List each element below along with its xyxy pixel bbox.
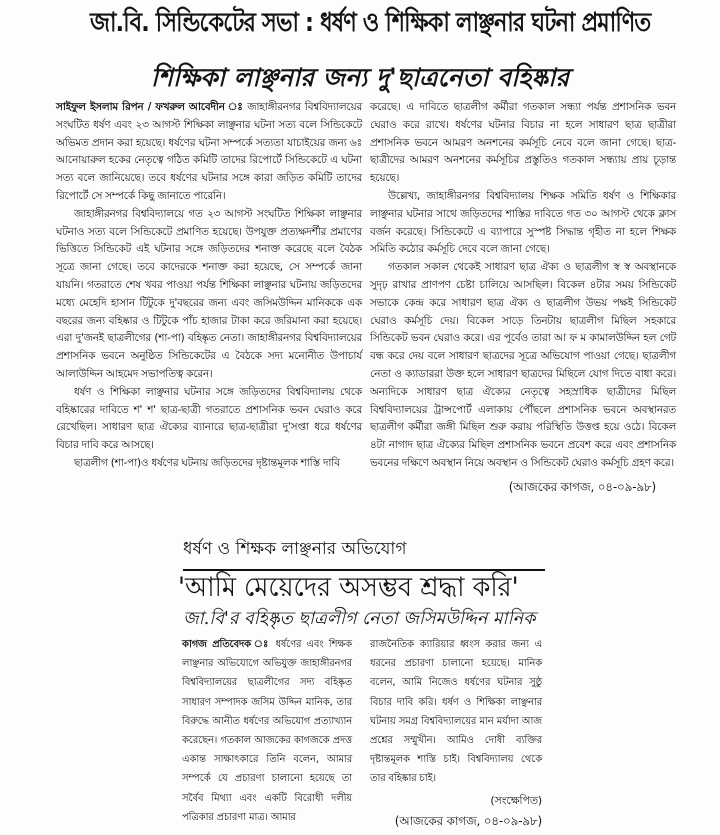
article1-paragraph: ধর্ষণ ও শিক্ষিকা লাঞ্ছনার ঘটনার সঙ্গে জড়িতদের বিশ্ববিদ্যালয় থেকে বহিষ্কারের দাবিতে শ' শ' ছাত্র-ছাত্রী গতরাতে প্রশাসনিক ভবন ঘেরাও করে রেখেছিল। সাধারণ ছাত্র ঐক্যের ব্যানারে ছাত্র-ছাত্রীরা দু'সপ্তা ধরে ধর্ষণের বিচার দাবি করে আসছে। (56, 385, 362, 452)
article1-left-column (56, 99, 362, 473)
article2-left-column (182, 635, 352, 827)
article1-source-credit: (আজকের কাগজ, ০৪-০৯-৯৮) (508, 479, 656, 494)
article1-subheadline: শিক্ষিকা লাঞ্ছনার জন্য দু'ছাত্রনেতা বহিষ্কার (150, 63, 570, 92)
article1-paragraph (56, 99, 362, 206)
article2-paragraph-text: ধর্ষণের এবং শিক্ষক লাঞ্ছনার অভিযোগে অভিযুক্ত জাহাঙ্গীরনগর বিশ্ববিদ্যালয়ের ছাত্রলীগের সদ্য বহিষ্কৃত সাধারণ সম্পাদক জসিম উদ্দিন মানিক, তার বিরুদ্ধে আনীত ধর্ষণের অভিযোগ প্রত্যাখ্যান করেছেন। গতকাল আজকের কাগজকে প্রদত্ত একান্ত সাক্ষাৎকারে তিনি বলেন, আমার সম্পর্কে যে প্রচারণা চালানো হয়েছে তা সর্বৈব মিথ্যা এবং একটি বিরোধী দলীয় পত্রিকার প্রচারণা মাত্র। আমার (182, 639, 352, 823)
article1-paragraph: করেছে। এ দাবিতে ছাত্রলীগ কর্মীরা গতকাল সন্ধ্যা পর্যন্ত প্রশাসনিক ভবন ঘেরাও করে রাখে। ধর্ষণের ঘটনার বিচার না হলে সাধারণ ছাত্র ছাত্রীরা প্রশাসনিক ভবনে আমরণ অনশনের কর্মসূচি নেবে বলে জানা গেছে। ছাত্র-ছাত্রীদের আমরণ অনশনের কর্মসূচির প্রস্তুতিও গতকাল সন্ধ্যায় প্রায় চূড়ান্ত হয়েছে। (370, 101, 676, 185)
article2-byline: কাগজ প্রতিবেদক ঃ (182, 639, 271, 650)
article1-paragraph: উল্লেখ্য, জাহাঙ্গীরনগর বিশ্ববিদ্যালয় শিক্ষক সমিতি ধর্ষণ ও শিক্ষিকার লাঞ্ছনার ঘটনার সাথে জড়িতদের শাস্তির দাবিতে গত ৩০ আগস্ট থেকে ক্লাস বর্জন করেছে। সিন্ডিকেটে এ ব্যাপারে সুস্পষ্ট সিদ্ধান্ত গৃহীত না হলে শিক্ষক সমিতি কঠোর কর্মসূচি দেবে বলে জানা গেছে। (370, 189, 676, 256)
article1-paragraph: গতকাল সকাল থেকেই সাধারণ ছাত্র ঐক্য ও ছাত্রলীগ স্ব স্ব অবস্থানকে সুদৃঢ় রাখার প্রাণপণ চেষ্টা চালিয়ে আসছিল। বিকেল ৪টার সময় সিন্ডিকেট সভাকে কেন্দ্র করে সাধারণ ছাত্র ঐক্য ও ছাত্রলীগ উভয় পক্ষই সিন্ডিকেট ঘেরাও কর্মসূচি দেয়। বিকেল সাড়ে তিনটায় ছাত্রলীগ মিছিল সহকারে সিন্ডিকেট ভবন ঘেরাও করে। এর পূর্বেও তারা আ ফ ম কামালউদ্দিন হল গেট বন্ধ করে দেয় বলে সাধারণ ছাত্রদের সূত্রে অভিযোগ পাওয়া গেছে। ছাত্রলীগ নেতা ও ক্যাডাররা উক্ত হলে সাধারণ ছাত্রদের মিছিলে যোগ দিতে বাধা করে। অন্যদিকে সাধারণ ছাত্র ঐক্যের নেতৃত্বে সহস্রাধিক ছাত্রীদের মিছিল বিশ্ববিদ্যালয়ের ট্রান্সপোর্ট এলাকায় পৌঁছলে প্রশাসনিক ভবনে অবস্থানরত ছাত্রলীগ কর্মীরা জঙ্গী মিছিল শুরু করায় পরিস্থিতি উত্তপ্ত হয়ে ওঠে। বিকেল ৪টা নাগাদ ছাত্র ঐক্যের মিছিল প্রশাসনিক ভবনে প্রবেশ করে এবং প্রশাসনিক ভবনের দক্ষিণে অবস্থান নিয়ে অবস্থান ও সিন্ডিকেট ঘেরাও কর্মসূচি গ্রহণ করে। (370, 261, 676, 469)
article2-right-column (370, 635, 542, 831)
article2-source-credit: (আজকের কাগজ, ০৪-০৯-৯৮) (394, 813, 542, 828)
article2-headline: 'আমি মেয়েদের অসম্ভব শ্রদ্ধা করি' (178, 572, 519, 603)
article1-paragraph: ছাত্রলীগ (শা-পা)ও ধর্ষণের ঘটনায় জড়িতদের দৃষ্টান্তমূলক শাস্তি দাবি (74, 456, 340, 469)
article2-condensed-note: (সংক্ষেপিত) (490, 793, 542, 807)
article2-kicker: ধর্ষণ ও শিক্ষক লাঞ্ছনার অভিযোগ (183, 539, 407, 559)
article1-headline: জা.বি. সিন্ডিকেটের সভা : ধর্ষণ ও শিক্ষিকা লাঞ্ছনার ঘটনা প্রমাণিত (90, 8, 651, 38)
article1-right-column (370, 99, 676, 497)
article2-paragraph: রাজনৈতিক ক্যারিয়ার ধ্বংস করার জন্য এ ধরনের প্রচারণা চালানো হয়েছে। মানিক বলেন, আমি নিজেও ধর্ষণের ঘটনার সুষ্ঠু বিচার দাবি করি। ধর্ষণ ও শিক্ষিকা লাঞ্ছনার ঘটনায় সমগ্র বিশ্ববিদ্যালয়ের মান মর্যাদা আজ প্রশ্নের সম্মুখীন। আমিও দোষী ব্যক্তির দৃষ্টান্তমূলক শাস্তি চাই। বিশ্ববিদ্যালয় থেকে তার বহিষ্কার চাই। (370, 639, 542, 785)
article2-subheadline: জা.বি'র বহিষ্কৃত ছাত্রলীগ নেতা জসিমউদ্দিন মানিক (183, 609, 536, 629)
article1-paragraph-text: জাহাঙ্গীরনগর বিশ্ববিদ্যালয়ের সংঘটিত ধর্ষণ এবং ২৩ আগস্ট শিক্ষিকা লাঞ্ছনার ঘটনা সত্য বলে সিন্ডিকেটে অভিমত প্রদান করা হয়েছে। ধর্ষণের ঘটনা সম্পর্কে সত্যতা যাচাইয়ের জন্য ৬ঃ আনোয়ারুল হকের নেতৃত্বে গঠিত কমিটি তাদের রিপোর্টে সিন্ডিকেটে এ ঘটনা সত্য বলে জানিয়েছে। তবে ধর্ষণের ঘটনার সঙ্গে কারা জড়িত কমিটি তাদের রিপোর্টে সে সম্পর্কে কিছু জানাতে পারেনি। (56, 101, 362, 202)
article1-paragraph: জাহাঙ্গীরনগর বিশ্ববিদ্যালয়ে গত ২৩ আগস্ট সংঘটিত শিক্ষিকা লাঞ্ছনার ঘটনাও সত্য বলে সিন্ডিকেটে প্রমাণিত হয়েছে। উপযুক্ত প্রত্যক্ষদর্শীর প্রমাণের ভিত্তিতে সিন্ডিকেট এই ঘটনার সঙ্গে জড়িতদের শনাক্ত করেছে বলে বৈঠক সূত্রে জানা গেছে। তবে কাদেরকে শনাক্ত করা হয়েছে, সে সম্পর্কে জানা যায়নি। গতরাতে শেষ খবর পাওয়া পর্যন্ত শিক্ষিকা লাঞ্ছনার ঘটনায় জড়িতদের মধ্যে মেহেদি হাসান টিটুকে দু'বছরের জন্য এবং জসিমউদ্দিন মানিককে এক বছরের জন্য বহিষ্কার ও টিটুকে পাঁচ হাজার টাকা করে জরিমানা করা হয়েছে। এরা দু'জনই ছাত্রলীগের (শা-পা) বহিষ্কৃত নেতা। জাহাঙ্গীরনগর বিশ্ববিদ্যালয়ের প্রশাসনিক ভবনে অনুষ্ঠিত সিন্ডিকেটের এ বৈঠকে সদ্য মনোনীত উপাচার্য আলাউদ্দিন আহমেদ সভাপতিত্ব করেন। (56, 207, 362, 380)
article1-byline: সাইফুল ইসলাম রিপন / ফখরুল আবেদীন ঃ (56, 101, 244, 113)
article2-paragraph (182, 635, 352, 827)
